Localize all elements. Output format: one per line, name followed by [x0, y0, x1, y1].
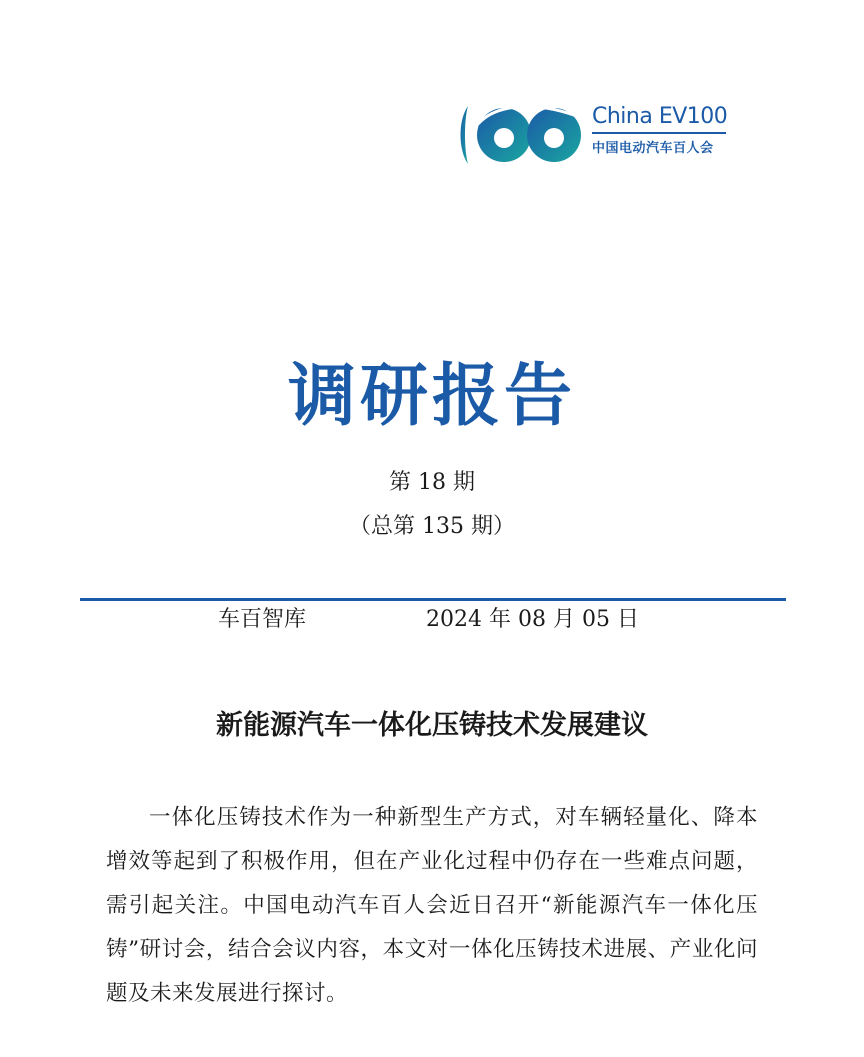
article-paragraph: 一体化压铸技术作为一种新型生产方式，对车辆轻量化、降本增效等起到了积极作用，但在产业化过程中仍存在一些难点问题，需引起关注。中国电动汽车百人会近日召开“新能源汽车一体化压铸”研讨会，结合会议内容，本文对一体化压铸技术进展、产业化问题及未来发展进行探讨。 — [106, 805, 758, 1006]
ev100-logo-mark-icon — [456, 100, 590, 170]
total-issue-number: （总第 135 期） — [349, 514, 515, 539]
logo-english-name — [592, 104, 727, 130]
logo-chinese-name: 中国电动汽车百人会 — [592, 141, 714, 156]
logo-name-prefix: China — [592, 104, 653, 129]
logo-text — [592, 104, 727, 156]
publisher: 车百智库 — [218, 607, 307, 632]
article-title: 新能源汽车一体化压铸技术发展建议 — [216, 710, 648, 741]
issue-number: 第 18 期 — [389, 470, 475, 495]
china-ev100-logo — [456, 100, 736, 170]
logo-name-suffix: EV100 — [658, 104, 728, 129]
header-divider — [80, 598, 786, 601]
report-title: 调研报告 — [287, 357, 576, 436]
publish-date: 2024 年 08 月 05 日 — [426, 607, 639, 632]
logo-divider — [592, 132, 726, 134]
